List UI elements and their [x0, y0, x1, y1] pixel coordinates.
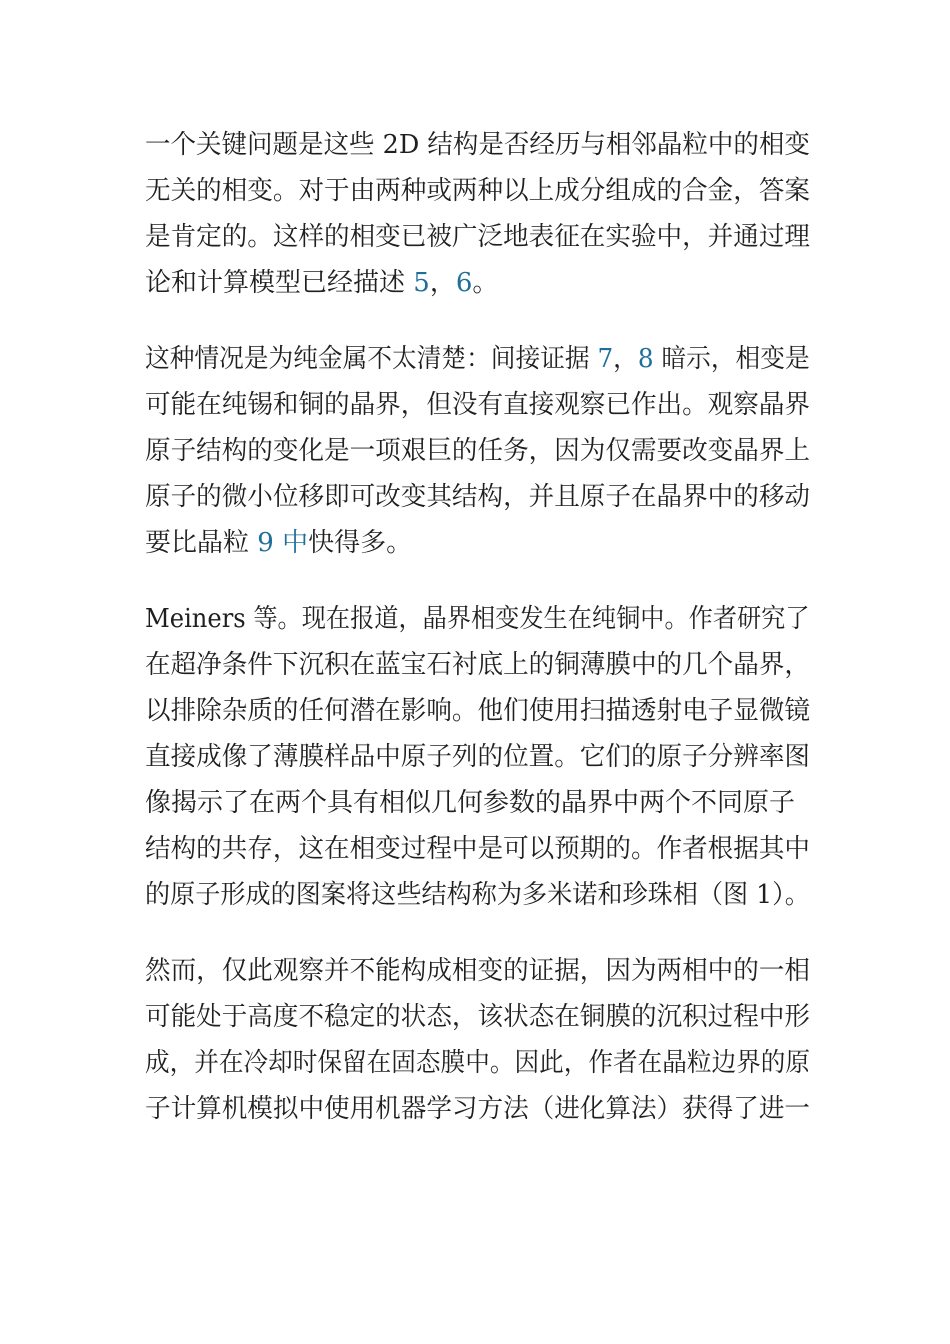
text-line	[145, 1086, 810, 1132]
text-segment: 暗示，相变是	[653, 344, 810, 374]
text-line	[145, 826, 810, 872]
text-segment: 要比晶粒	[145, 528, 258, 558]
citation-link[interactable]: 9 中	[257, 528, 309, 558]
text-segment: 可能处于高度不稳定的状态，该状态在铜膜的沉积过程中形	[145, 1002, 810, 1032]
text-line	[145, 428, 810, 474]
text-segment: ，	[429, 268, 456, 298]
text-segment: 像揭示了在两个具有相似几何参数的晶界中两个不同原子	[145, 788, 796, 818]
text-segment: 子计算机模拟中使用机器学习方法（进化算法）获得了进一	[145, 1094, 810, 1124]
text-segment: 这种情况是为纯金属不太清楚：间接证据	[145, 344, 598, 374]
text-line	[145, 260, 810, 306]
paragraph	[145, 596, 810, 918]
text-line	[145, 994, 810, 1040]
citation-link[interactable]: 8	[637, 344, 654, 374]
text-segment: 在超净条件下沉积在蓝宝石衬底上的铜薄膜中的几个晶界，	[145, 650, 810, 680]
text-segment: 的原子形成的图案将这些结构称为多米诺和珍珠相（图 1）。	[145, 880, 810, 910]
paragraph	[145, 336, 810, 566]
text-segment: 结构的共存，这在相变过程中是可以预期的。作者根据其中	[145, 834, 810, 864]
article-body	[145, 122, 810, 1162]
text-segment: 原子结构的变化是一项艰巨的任务，因为仅需要改变晶界上	[145, 436, 810, 466]
text-segment: 论和计算模型已经描述	[145, 268, 414, 298]
text-segment: 快得多。	[308, 528, 413, 558]
text-segment: 成，并在冷却时保留在固态膜中。因此，作者在晶粒边界的原	[145, 1048, 811, 1078]
text-line	[145, 336, 810, 382]
text-line	[145, 474, 810, 520]
paragraph	[145, 948, 810, 1132]
text-line	[145, 642, 810, 688]
text-segment: 一个关键问题是这些 2D 结构是否经历与相邻晶粒中的相变	[145, 130, 810, 160]
text-segment: 可能在纯锡和铜的晶界，但没有直接观察已作出。观察晶界	[145, 390, 810, 420]
text-segment: 原子的微小位移即可改变其结构，并且原子在晶界中的移动	[145, 482, 810, 512]
text-segment: 。	[472, 268, 499, 298]
text-line	[145, 214, 810, 260]
text-line	[145, 596, 810, 642]
text-segment: ，	[613, 344, 638, 374]
text-line	[145, 122, 810, 168]
text-line	[145, 1040, 811, 1086]
text-segment: Meiners 等。现在报道，晶界相变发生在纯铜中。作者研究了	[145, 604, 810, 634]
text-segment: 是肯定的。这样的相变已被广泛地表征在实验中，并通过理	[145, 222, 810, 252]
text-segment: 直接成像了薄膜样品中原子列的位置。它们的原子分辨率图	[145, 742, 810, 772]
text-line	[145, 734, 810, 780]
text-segment: 以排除杂质的任何潜在影响。他们使用扫描透射电子显微镜	[145, 696, 810, 726]
text-line	[145, 520, 810, 566]
text-line	[145, 168, 810, 214]
citation-link[interactable]: 5	[413, 268, 430, 298]
text-line	[145, 872, 810, 918]
citation-link[interactable]: 7	[597, 344, 614, 374]
text-line	[145, 382, 810, 428]
paragraph	[145, 122, 810, 306]
text-segment: 然而，仅此观察并不能构成相变的证据，因为两相中的一相	[145, 956, 810, 986]
text-segment: 无关的相变。对于由两种或两种以上成分组成的合金，答案	[145, 176, 810, 206]
citation-link[interactable]: 6	[455, 268, 473, 298]
text-line	[145, 780, 810, 826]
text-line	[145, 688, 810, 734]
text-line	[145, 948, 810, 994]
